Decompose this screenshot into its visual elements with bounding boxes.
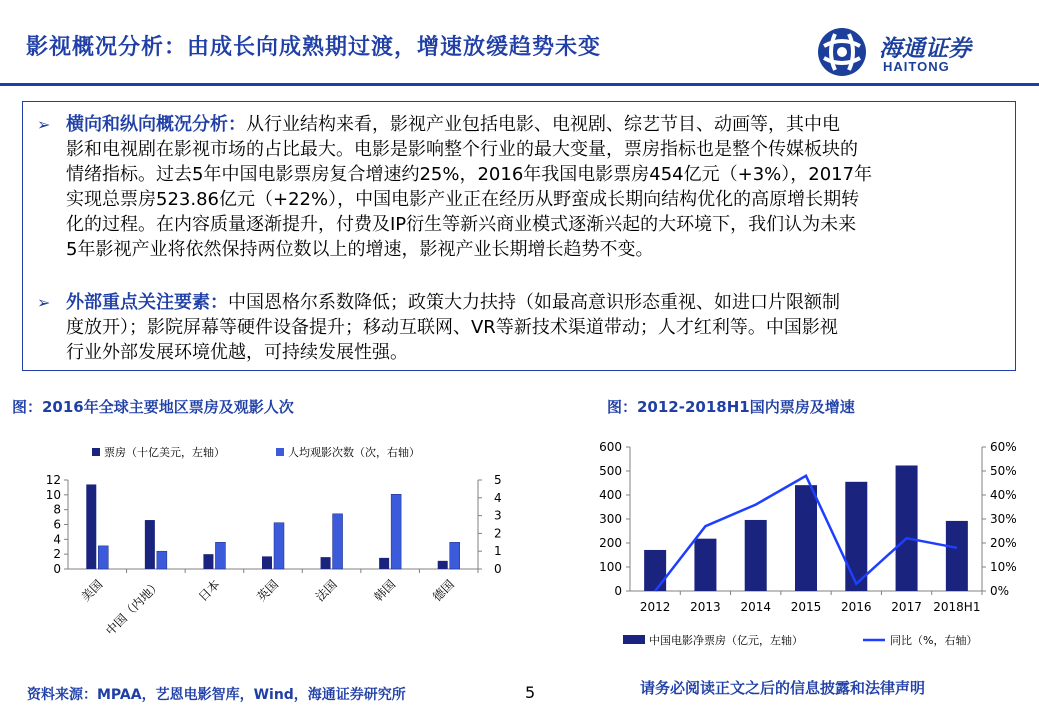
x-tick-label: 中国（内地） <box>103 577 164 639</box>
bar-attendance <box>274 523 284 569</box>
x-tick-label: 2012 <box>639 600 671 614</box>
bar-box-office <box>145 520 155 569</box>
logo-chinese-name: 海通证券 <box>879 35 971 62</box>
bar-attendance <box>450 542 460 569</box>
paragraph-line: 外部重点关注要素：中国恩格尔系数降低；政策大力扶持（如最高意识形态重视、如进口片限额制 <box>66 292 840 313</box>
paragraph-line: 行业外部发展环境优越，可持续发展性强。 <box>66 342 408 363</box>
page-title: 影视概况分析：由成长向成熟期过渡，增速放缓趋势未变 <box>26 35 602 60</box>
company-logo <box>815 26 1025 78</box>
y-left-tick-label: 600 <box>599 440 622 454</box>
disclaimer-note: 请务必阅读正文之后的信息披露和法律声明 <box>640 679 926 697</box>
source-note: 资料来源：MPAA，艺恩电影智库，Wind，海通证券研究所 <box>27 687 406 703</box>
right-figure-title: 图：2012-2018H1国内票房及增速 <box>607 398 855 416</box>
paragraph-line: 5年影视产业将依然保持两位数以上的增速，影视产业长期增长趋势不变。 <box>66 239 654 260</box>
x-tick-label: 2014 <box>740 600 771 614</box>
paragraph-line: 影和电视剧在影视市场的占比最大。电影是影响整个行业的最大变量，票房指标也是整个传媒板块的 <box>66 139 858 160</box>
legend-swatch-box-office <box>92 448 100 456</box>
y-left-tick-label: 0 <box>614 584 622 598</box>
y-left-tick-label: 4 <box>53 532 61 547</box>
bar-net-box-office <box>745 520 767 591</box>
paragraph-heading: 外部重点关注要素： <box>66 292 228 313</box>
y-right-tick-label: 2 <box>494 526 502 541</box>
bar-box-office <box>262 556 272 569</box>
bar-net-box-office <box>694 539 716 591</box>
y-left-tick-label: 10 <box>45 487 61 502</box>
bar-attendance <box>157 551 167 569</box>
y-left-tick-label: 2 <box>53 547 61 562</box>
paragraph-line: 情绪指标。过去5年中国电影票房复合增速约25%，2016年我国电影票房454亿元（+3%），2017年 <box>66 164 873 185</box>
y-right-tick-label: 1 <box>494 544 502 559</box>
paragraph-line: 度放开）；影院屏幕等硬件设备提升；移动互联网、VR等新技术渠道带动；人才红利等。中国影视 <box>66 317 838 338</box>
bar-attendance <box>391 494 401 569</box>
summary-box <box>22 101 1016 371</box>
y-left-tick-label: 12 <box>45 473 61 487</box>
x-tick-label: 2016 <box>841 600 872 614</box>
y-left-tick-label: 400 <box>599 488 622 502</box>
page-number: 5 <box>525 683 536 702</box>
arrow-bullet-icon: ➢ <box>37 293 51 312</box>
y-right-tick-label: 40% <box>990 488 1017 502</box>
x-tick-label: 英国 <box>254 577 282 605</box>
y-left-tick-label: 200 <box>599 536 622 550</box>
bar-net-box-office <box>896 465 918 591</box>
bar-box-office <box>86 484 96 569</box>
x-tick-label: 韩国 <box>371 577 399 605</box>
bar-attendance <box>333 514 343 569</box>
y-right-tick-label: 10% <box>990 560 1017 574</box>
bar-box-office <box>203 554 213 569</box>
domestic-box-office-chart <box>585 430 1039 675</box>
x-tick-label: 2018H1 <box>933 600 981 614</box>
bar-attendance <box>215 542 225 569</box>
x-tick-label: 美国 <box>78 577 106 605</box>
y-left-tick-label: 300 <box>599 512 622 526</box>
y-right-tick-label: 4 <box>494 490 502 505</box>
paragraph-line: 横向和纵向概况分析：从行业结构来看，影视产业包括电影、电视剧、综艺节目、动画等，其中电 <box>66 114 840 135</box>
haitong-logo-icon <box>815 26 871 78</box>
y-left-tick-label: 8 <box>53 502 61 517</box>
paragraph-line: 化的过程。在内容质量逐渐提升，付费及IP衍生等新兴商业模式逐渐兴起的大环境下，我们认为未来 <box>66 214 857 235</box>
arrow-bullet-icon: ➢ <box>37 115 51 134</box>
global-box-office-chart <box>0 430 520 675</box>
y-left-tick-label: 6 <box>53 517 61 532</box>
y-left-tick-label: 100 <box>599 560 622 574</box>
x-tick-label: 德国 <box>429 577 457 605</box>
x-tick-label: 2015 <box>790 600 822 614</box>
legend-label-net-box-office: 中国电影净票房（亿元，左轴） <box>649 634 803 647</box>
y-right-tick-label: 5 <box>494 473 502 487</box>
bar-net-box-office <box>644 550 666 591</box>
y-left-tick-label: 500 <box>599 464 622 478</box>
x-tick-label: 法国 <box>312 577 340 605</box>
y-right-tick-label: 60% <box>990 440 1017 454</box>
y-right-tick-label: 0 <box>494 562 502 576</box>
left-figure-title: 图：2016年全球主要地区票房及观影人次 <box>12 398 294 416</box>
bar-box-office <box>438 561 448 569</box>
legend-swatch-attendance <box>276 448 284 456</box>
bar-net-box-office <box>845 482 867 591</box>
bar-net-box-office <box>795 485 817 591</box>
x-tick-label: 日本 <box>195 577 223 605</box>
y-left-tick-label: 0 <box>53 562 61 576</box>
paragraph-heading: 横向和纵向概况分析： <box>66 114 246 135</box>
bar-box-office <box>379 558 389 569</box>
legend-label-attendance: 人均观影次数（次，右轴） <box>288 446 420 459</box>
legend-swatch-net-box-office <box>623 635 645 644</box>
y-right-tick-label: 30% <box>990 512 1017 526</box>
y-right-tick-label: 3 <box>494 508 502 523</box>
y-right-tick-label: 0% <box>990 584 1010 598</box>
x-tick-label: 2013 <box>690 600 721 614</box>
legend-label-yoy: 同比（%，右轴） <box>890 634 978 647</box>
legend-label-box-office: 票房（十亿美元，左轴） <box>104 446 225 459</box>
logo-english-name: HAITONG <box>883 59 950 74</box>
paragraph-line: 实现总票房523.86亿元（+22%），中国电影产业正在经历从野蛮成长期向结构优化的高原增长期转 <box>66 189 860 210</box>
x-tick-label: 2017 <box>891 600 922 614</box>
bar-box-office <box>321 557 331 569</box>
bar-attendance <box>98 546 108 569</box>
title-divider <box>0 83 1039 86</box>
bar-net-box-office <box>946 521 968 591</box>
y-right-tick-label: 50% <box>990 464 1017 478</box>
y-right-tick-label: 20% <box>990 536 1017 550</box>
